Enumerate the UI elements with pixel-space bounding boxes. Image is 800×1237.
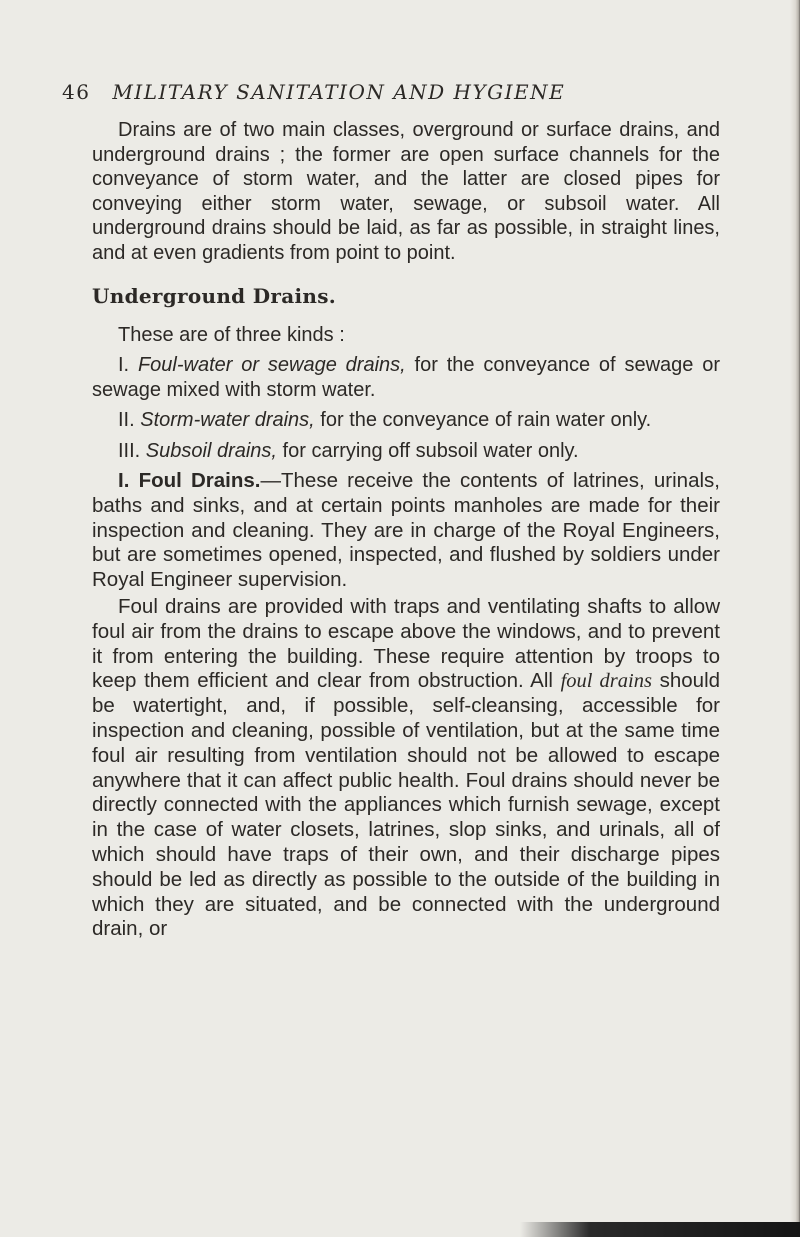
closing-text-part2: should be watertight, and, if possible, self-cleansing, accessible for inspection and cleaning, possible of ventilation, but at the same time foul air resulting from ventilation should not be allowed to escape anywhere that it can affect public health. Foul drains should never be directly connected with the appliances which furnish sewage, except in the case of water closets, latrines, slop sinks, and urinals, all of which should have traps of their own, and their discharge pipes should be led as directly as possible to the outside of the building in which they are situated, and be connected with the underground drain, or [92,669,721,941]
kind-item-storm-water [92,408,720,433]
kind-name: Storm-water drains, [140,409,315,431]
section-heading: Underground Drains. [92,284,337,308]
kind-description: for the conveyance of sewage or sewage mixed with storm water. [92,354,721,401]
kind-name: Subsoil drains, [145,439,277,462]
page-edge-shadow [790,0,800,1237]
kind-numeral: II. [118,409,135,431]
page-body [92,118,720,942]
closing-italic-term: foul drains [560,670,652,693]
page-number: 46 [62,80,91,104]
kinds-intro: These are of three kinds : [118,323,345,346]
kind-item-foul-water [92,353,720,402]
foul-drains-heading: Foul Drains. [138,469,261,492]
foul-drains-paragraph [92,469,720,593]
kind-numeral: I. [118,354,130,376]
intro-paragraph: Drains are of two main classes, overground or surface drains, and underground drains ; the former are open surface channels for the conveyance of storm water, and the latter are closed pipes for conveying either storm water, sewage, or subsoil water. All underground drains should be laid, as far as possible, in straight lines, and at even gradients from point to point. [92,119,720,264]
running-header [62,78,742,106]
foul-drains-text: —These receive the contents of latrines, urinals, baths and sinks, and at certain points manholes are made for their inspection and cleaning. They are in charge of the Royal Engineers, but are sometimes opened, inspected, and flushed by soldiers under Royal Engineer supervision. [92,469,720,592]
kind-name: Foul-water or sewage drains, [137,354,406,376]
kind-item-subsoil [92,439,720,464]
closing-text-part1: Foul drains are provided with traps and ventilating shafts to allow foul air from the drains to escape above the windows, and to prevent it from entering the building. These require attention by troops to keep them efficient and clear from obstruction. All [92,594,720,693]
closing-paragraph [92,595,720,942]
kind-numeral: III. [118,439,141,462]
kind-description: for the conveyance of rain water only. [320,409,652,431]
scan-edge-bar [520,1222,800,1237]
kind-description: for carrying off subsoil water only. [282,439,579,462]
foul-drains-numeral: I. [118,469,130,492]
running-title: MILITARY SANITATION AND HYGIENE [112,80,566,104]
